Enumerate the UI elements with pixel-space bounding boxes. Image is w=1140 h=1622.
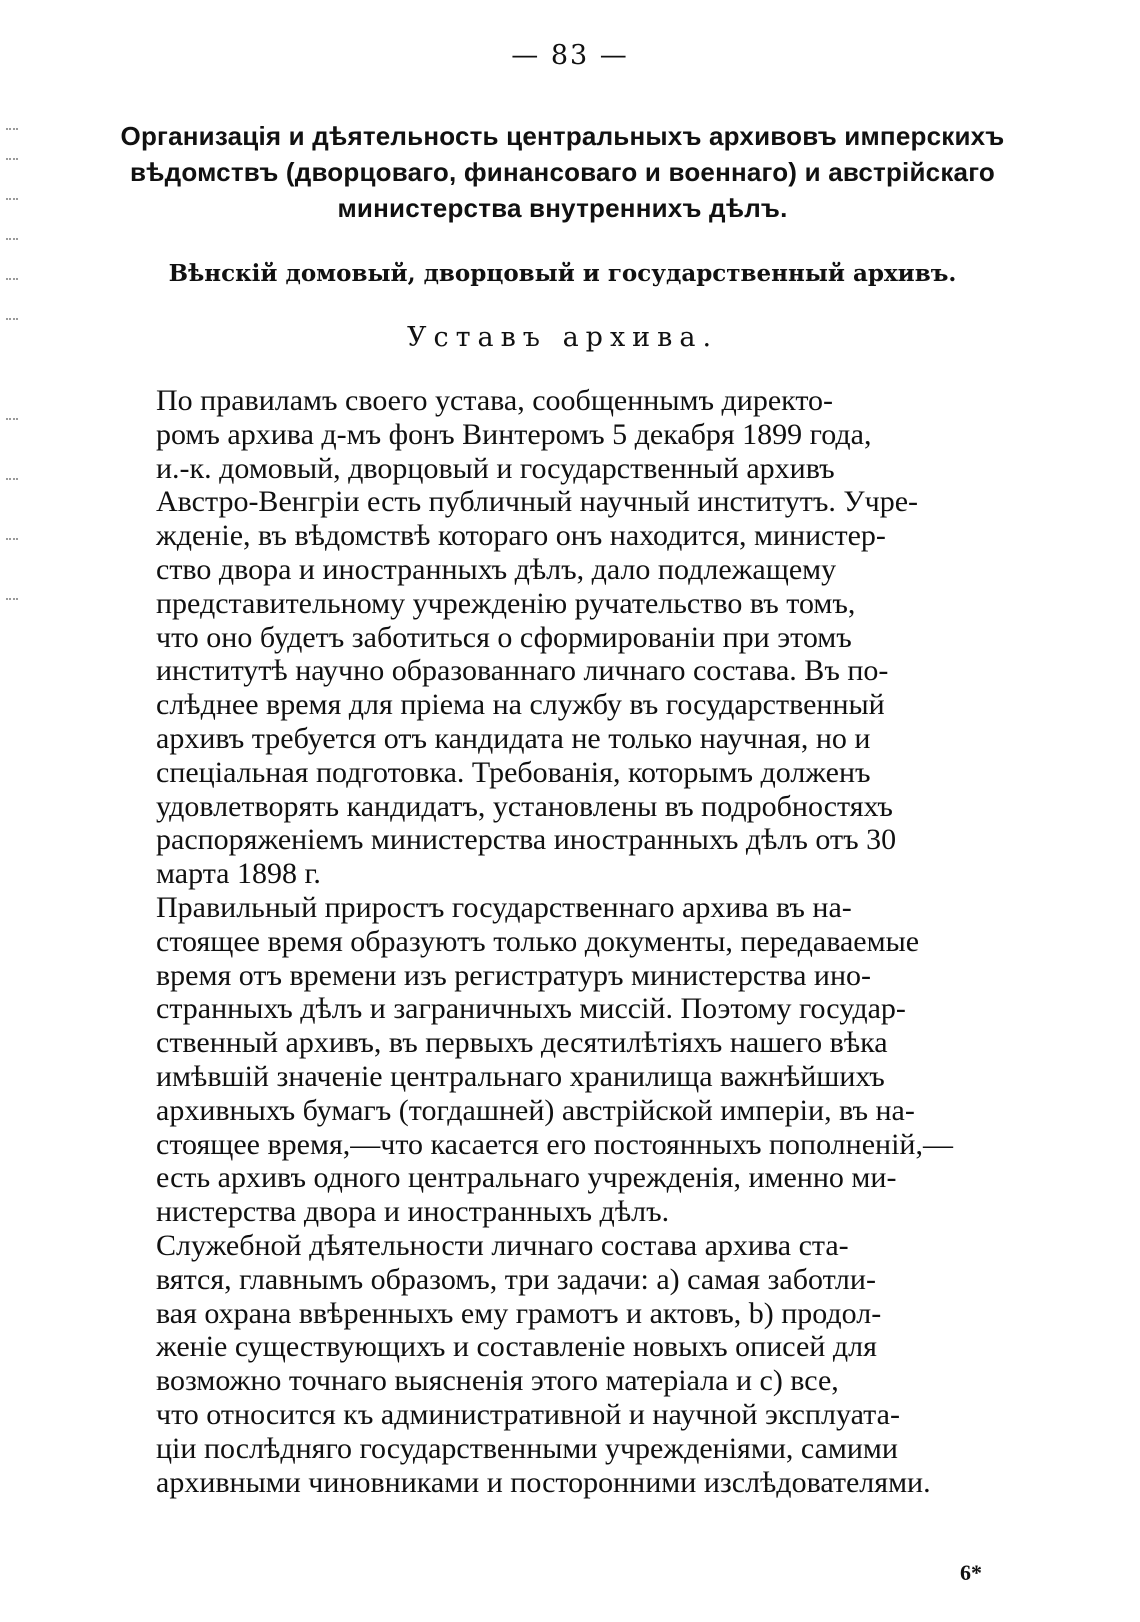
text-line: ціи послѣдняго государственными учрежденіями, самими — [156, 1431, 898, 1465]
text-line: ромъ архива д-мъ фонъ Винтеромъ 5 декабря 1899 года, — [156, 417, 872, 451]
text-line: удовлетворять кандидатъ, установлены въ подробностяхъ — [156, 789, 893, 823]
text-line: стоящее время,—что касается его постоянныхъ пополненій,— — [156, 1127, 953, 1161]
text-line: и.-к. домовый, дворцовый и государственный архивъ — [156, 451, 835, 485]
text-line: нистерства двора и иностранныхъ дѣлъ. — [156, 1195, 670, 1229]
text-line: время отъ времени изъ регистратуръ министерства ино- — [156, 958, 872, 992]
text-line: ственный архивъ, въ первыхъ десятилѣтіяхъ нашего вѣка — [156, 1026, 888, 1060]
text-line: архивныхъ бумагъ (тогдашней) австрійской имперіи, въ на- — [156, 1093, 915, 1127]
text-line: спеціальная подготовка. Требованія, которымъ долженъ — [156, 755, 871, 789]
text-line: вая охрана ввѣренныхъ ему грамотъ и актовъ, b) продол- — [156, 1296, 882, 1330]
archive-subheading: Вѣнскій домовый, дворцовый и государственный архивъ. — [168, 260, 957, 287]
text-line: распоряженіемъ министерства иностранныхъ дѣлъ отъ 30 — [156, 823, 897, 857]
text-line: что оно будетъ заботиться о сформированіи при этомъ — [156, 620, 852, 654]
page-number: — 83 — — [511, 40, 629, 71]
text-line: Правильный приростъ государственнаго архива въ на- — [156, 890, 852, 924]
text-line: странныхъ дѣлъ и заграничныхъ миссій. Поэтому государ- — [156, 992, 906, 1026]
text-line: архивъ требуется отъ кандидата не только научная, но и — [156, 721, 871, 755]
text-line: Австро-Венгріи есть публичный научный институтъ. Учре- — [156, 485, 918, 519]
text-line: имѣвшій значеніе центральнаго хранилища важнѣйшихъ — [156, 1059, 885, 1093]
text-line: женіе существующихъ и составленіе новыхъ описей для — [156, 1330, 877, 1364]
text-line: По правиламъ своего устава, сообщеннымъ директо- — [156, 384, 834, 417]
text-line: архивными чиновниками и посторонними изслѣдователями. — [156, 1465, 931, 1499]
text-line: жденіе, въ вѣдомствѣ котораго онъ находится, министер- — [156, 519, 886, 553]
text-line: марта 1898 г. — [156, 857, 321, 891]
text-line: слѣднее время для пріема на службу въ государственный — [156, 688, 885, 722]
body-text — [104, 384, 1022, 1499]
signature-mark: 6* — [960, 1560, 982, 1585]
text-line: Служебной дѣятельности личнаго состава архива ста- — [156, 1228, 849, 1262]
paragraph-archive-growth — [104, 891, 1022, 1229]
paragraph-charter-rules — [104, 384, 1022, 891]
text-line: вятся, главнымъ образомъ, три задачи: a) самая заботли- — [156, 1262, 876, 1296]
text-line: что относится къ административной и научной эксплуата- — [156, 1397, 900, 1431]
text-line: институтѣ научно образованнаго личнаго состава. Въ по- — [156, 654, 889, 688]
text-line: возможно точнаго выясненія этого матеріала и c) все, — [156, 1364, 839, 1398]
charter-subheading: Уставъ архива. — [406, 322, 719, 353]
text-line: представительному учрежденію ручательство въ томъ, — [156, 586, 856, 620]
main-heading: Организація и дѣятельность центральныхъ архивовъ имперскихъ вѣдомствъ (дворцоваго, финансоваго и военнаго) и австрійскаго министерства внутреннихъ дѣлъ. — [120, 121, 1005, 223]
text-line: есть архивъ одного центральнаго учрежденія, именно ми- — [156, 1161, 897, 1195]
text-line: ство двора и иностранныхъ дѣлъ, дало подлежащему — [156, 552, 837, 586]
text-line: стоящее время образуютъ только документы, передаваемые — [156, 924, 920, 958]
paragraph-staff-duties — [104, 1229, 1022, 1499]
margin-bleed-marks — [0, 118, 30, 638]
